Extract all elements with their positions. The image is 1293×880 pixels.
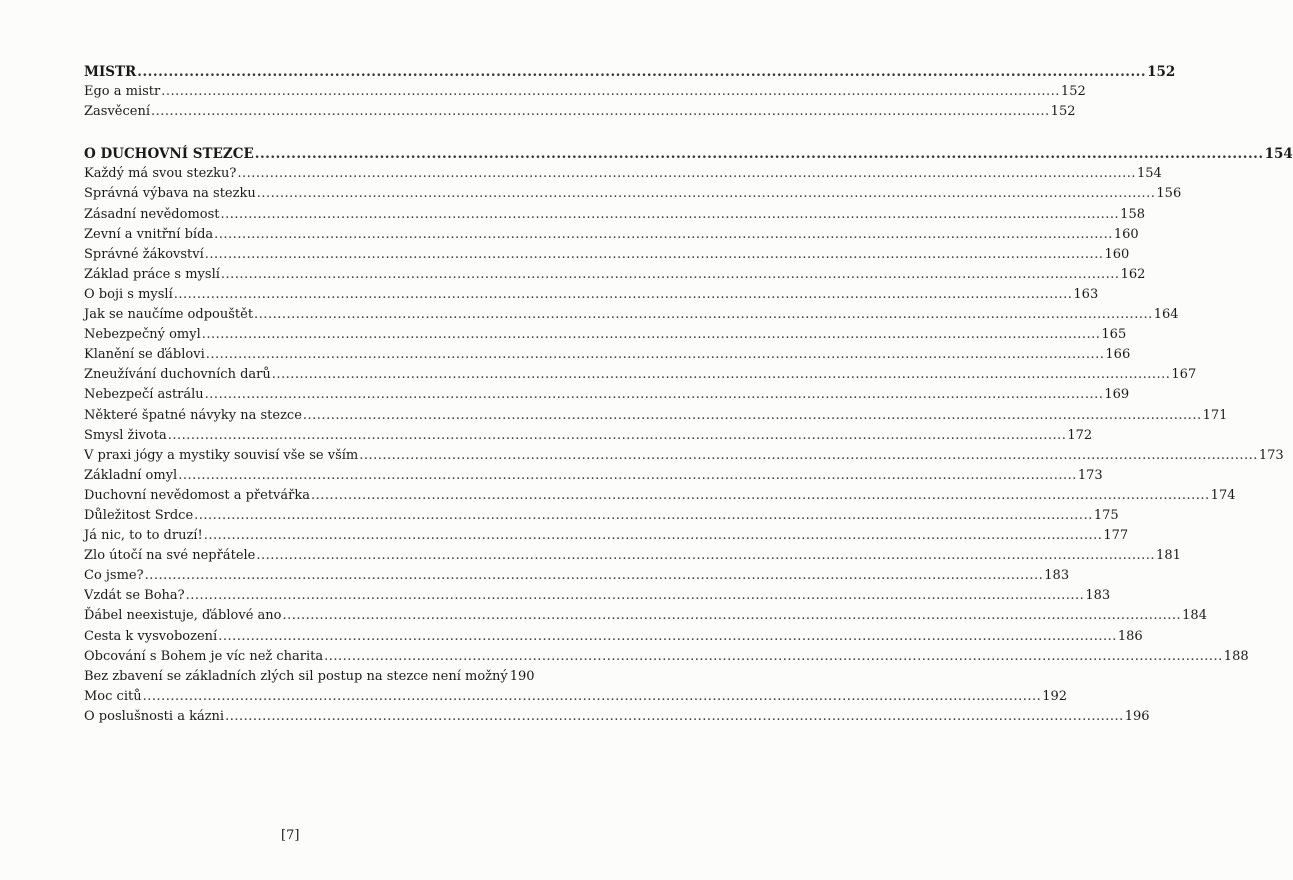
- toc-entry: [84, 566, 1070, 586]
- entry-title: O DUCHOVNÍ STEZCE: [84, 146, 254, 163]
- dot-leader: [168, 426, 1067, 446]
- dot-leader: [303, 406, 1202, 426]
- entry-title: Nebezpečí astrálu: [84, 387, 204, 403]
- toc-entry: [84, 345, 1131, 365]
- entry-title: Základní omyl: [84, 467, 178, 483]
- table-of-contents: [84, 62, 1293, 727]
- toc-entry: [84, 707, 1150, 727]
- dot-leader: [255, 144, 1264, 164]
- dot-leader: [218, 627, 1117, 647]
- entry-page: 173: [1077, 467, 1103, 483]
- dot-leader: [324, 647, 1223, 667]
- entry-page: 190: [509, 668, 535, 684]
- entry-page: 184: [1182, 608, 1207, 624]
- entry-page: 188: [1223, 648, 1249, 664]
- toc-entry: [84, 245, 1130, 265]
- dot-leader: [161, 82, 1060, 102]
- entry-title: Každý má svou stezku?: [84, 166, 237, 182]
- entry-title: Obcování s Bohem je víc než charita: [84, 648, 324, 664]
- entry-page: 154: [1137, 166, 1162, 182]
- entry-title: Zasvěcení: [84, 104, 150, 120]
- dot-leader: [359, 446, 1258, 466]
- toc-entry: [84, 164, 1162, 184]
- entry-page: 177: [1103, 528, 1129, 544]
- dot-leader: [202, 325, 1101, 345]
- entry-title: Zlo útočí na své nepřátele: [84, 548, 256, 564]
- toc-entry: [84, 102, 1076, 122]
- toc-entry: [84, 184, 1182, 204]
- entry-page: 192: [1042, 688, 1068, 704]
- dot-leader: [237, 164, 1136, 184]
- dot-leader: [205, 385, 1104, 405]
- entry-page: 166: [1105, 347, 1131, 363]
- entry-page: 171: [1202, 407, 1228, 423]
- entry-title: Vzdát se Boha?: [84, 588, 185, 604]
- dot-leader: [151, 102, 1050, 122]
- dot-leader: [206, 345, 1105, 365]
- entry-title: Ďábel neexistuje, ďáblové ano: [84, 608, 282, 624]
- entry-page: 183: [1044, 568, 1070, 584]
- entry-page: 158: [1120, 206, 1145, 222]
- entry-page: 181: [1156, 548, 1181, 564]
- entry-title: Moc citů: [84, 688, 142, 704]
- entry-page: 154: [1264, 146, 1293, 163]
- toc-entry: [84, 406, 1228, 426]
- entry-title: Zásadní nevědomost: [84, 206, 220, 222]
- toc-entry: [84, 466, 1103, 486]
- entry-title: O poslušnosti a kázni: [84, 708, 225, 724]
- toc-entry: [84, 606, 1207, 626]
- entry-page: 152: [1050, 104, 1076, 120]
- dot-leader: [257, 184, 1156, 204]
- toc-entry: [84, 546, 1181, 566]
- toc-entry: [84, 82, 1086, 102]
- entry-page: 196: [1124, 708, 1150, 724]
- dot-leader: [221, 265, 1120, 285]
- entry-page: 167: [1171, 367, 1197, 383]
- entry-title: Já nic, to to druzí!: [84, 528, 203, 544]
- entry-page: 160: [1104, 246, 1130, 262]
- toc-entry: [84, 526, 1129, 546]
- dot-leader: [214, 225, 1113, 245]
- dot-leader: [137, 62, 1146, 82]
- section-heading: [84, 144, 1293, 164]
- entry-title: Bez zbavení se základních zlých sil postup na stezce není možný: [84, 668, 508, 684]
- toc-entry: [84, 486, 1236, 506]
- entry-page: 172: [1067, 427, 1093, 443]
- dot-leader: [311, 486, 1210, 506]
- toc-entry: [84, 365, 1197, 385]
- entry-page: 174: [1210, 487, 1236, 503]
- toc-entry: [84, 225, 1139, 245]
- dot-leader: [204, 526, 1103, 546]
- toc-entry: [84, 627, 1143, 647]
- entry-title: V praxi jógy a mystiky souvisí vše se vším: [84, 447, 359, 463]
- entry-title: Důležitost Srdce: [84, 507, 194, 523]
- entry-page: 160: [1113, 226, 1139, 242]
- section-heading: [84, 62, 1176, 82]
- toc-entry: [84, 667, 535, 687]
- entry-title: Základ práce s myslí: [84, 266, 220, 282]
- toc-entry: [84, 305, 1179, 325]
- entry-title: MISTR: [84, 64, 137, 80]
- toc-entry: [84, 385, 1130, 405]
- dot-leader: [145, 566, 1044, 586]
- toc-entry: [84, 205, 1145, 225]
- entry-page: 152: [1147, 64, 1176, 80]
- entry-page: 165: [1101, 327, 1127, 343]
- entry-title: Nebezpečný omyl: [84, 327, 201, 343]
- entry-title: Duchovní nevědomost a přetvářka: [84, 487, 310, 503]
- toc-entry: [84, 506, 1119, 526]
- dot-leader: [194, 506, 1093, 526]
- toc-entry: [84, 687, 1068, 707]
- entry-title: Jak se naučíme odpouštět: [84, 307, 254, 323]
- dot-leader: [178, 466, 1077, 486]
- toc-entry: [84, 285, 1099, 305]
- entry-title: Smysl života: [84, 427, 167, 443]
- entry-page: 162: [1120, 266, 1146, 282]
- entry-page: 164: [1153, 307, 1179, 323]
- entry-page: 186: [1117, 628, 1143, 644]
- toc-entry: [84, 325, 1127, 345]
- entry-title: Zevní a vnitřní bída: [84, 226, 214, 242]
- dot-leader: [282, 606, 1181, 626]
- entry-page: 183: [1085, 588, 1111, 604]
- dot-leader: [256, 546, 1155, 566]
- toc-entry: [84, 265, 1146, 285]
- entry-title: Klanění se ďáblovi: [84, 347, 205, 363]
- toc-entry: [84, 647, 1249, 667]
- entry-title: O boji s myslí: [84, 286, 173, 302]
- entry-page: 175: [1093, 507, 1119, 523]
- entry-title: Co jsme?: [84, 568, 144, 584]
- dot-leader: [221, 205, 1120, 225]
- entry-title: Některé špatné návyky na stezce: [84, 407, 302, 423]
- entry-title: Zneužívání duchovních darů: [84, 367, 271, 383]
- toc-entry: [84, 586, 1111, 606]
- entry-page: 156: [1156, 186, 1182, 202]
- entry-title: Správné žákovství: [84, 246, 204, 262]
- entry-title: Cesta k vysvobození: [84, 628, 218, 644]
- page-number: [7]: [281, 828, 300, 843]
- dot-leader: [174, 285, 1073, 305]
- entry-page: 169: [1104, 387, 1130, 403]
- entry-title: Správná výbava na stezku: [84, 186, 256, 202]
- dot-leader: [254, 305, 1153, 325]
- dot-leader: [272, 365, 1171, 385]
- entry-page: 152: [1060, 84, 1086, 100]
- dot-leader: [186, 586, 1085, 606]
- toc-entry: [84, 446, 1284, 466]
- dot-leader: [225, 707, 1124, 727]
- toc-entry: [84, 426, 1093, 446]
- dot-leader: [143, 687, 1042, 707]
- entry-page: 163: [1073, 286, 1099, 302]
- entry-page: 173: [1258, 447, 1284, 463]
- entry-title: Ego a mistr: [84, 84, 161, 100]
- dot-leader: [205, 245, 1104, 265]
